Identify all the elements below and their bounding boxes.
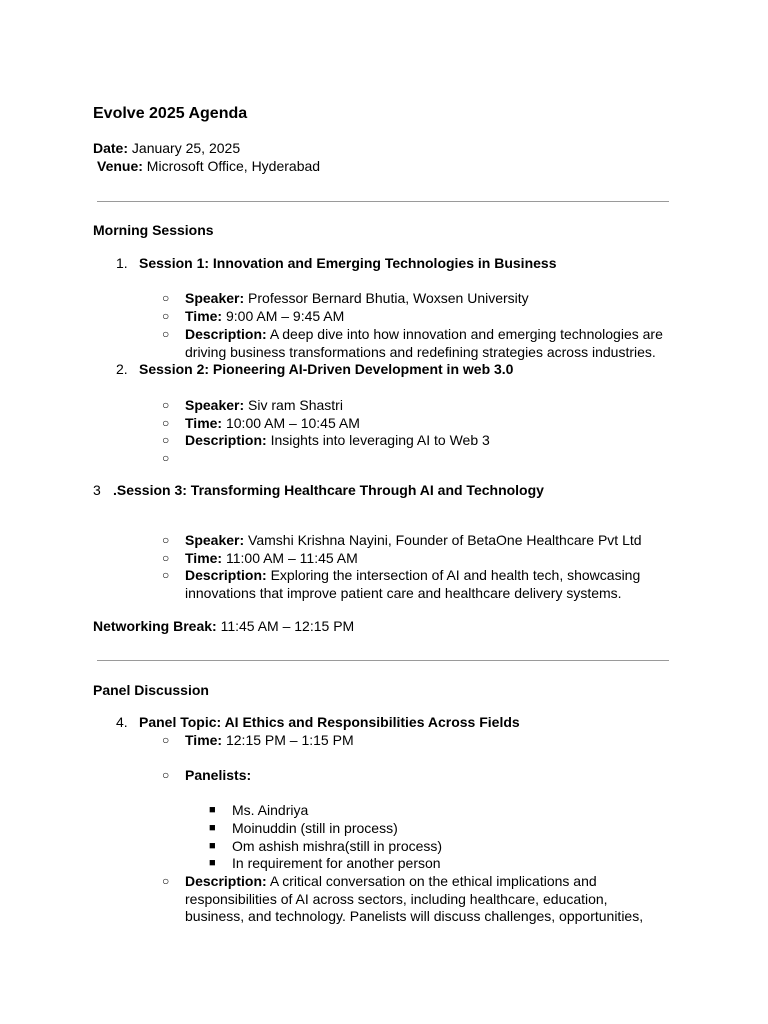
list-number: 4.	[116, 714, 128, 730]
panel-topic: Panel Topic: AI Ethics and Responsibilities Across Fields	[139, 714, 520, 730]
bullet-icon: ○	[162, 327, 170, 341]
session-speaker: Speaker: Siv ram Shastri	[185, 397, 343, 413]
list-number: 2.	[116, 361, 128, 377]
square-bullet-icon: ■	[209, 857, 216, 869]
session-title: Session 1: Innovation and Emerging Technologies in Business	[139, 255, 557, 271]
bullet-icon: ○	[162, 551, 170, 565]
panelist-item: Moinuddin (still in process)	[232, 820, 398, 836]
date-line	[93, 139, 240, 157]
session-speaker: Speaker: Vamshi Krishna Nayini, Founder of BetaOne Healthcare Pvt Ltd	[185, 532, 642, 548]
list-number: 1.	[116, 255, 128, 271]
square-bullet-icon: ■	[209, 822, 216, 834]
bullet-icon: ○	[162, 733, 170, 747]
session-title: .Session 3: Transforming Healthcare Through AI and Technology	[113, 482, 544, 498]
session-time: Time: 11:00 AM – 11:45 AM	[185, 550, 358, 566]
bullet-icon: ○	[162, 768, 170, 782]
session-time: Time: 10:00 AM – 10:45 AM	[185, 415, 360, 431]
date-value: January 25, 2025	[131, 140, 241, 156]
section-heading-panel: Panel Discussion	[93, 682, 209, 698]
document-title: Evolve 2025 Agenda	[93, 105, 248, 122]
divider	[97, 660, 669, 661]
session-description-continued: innovations that improve patient care and healthcare delivery systems.	[185, 585, 622, 601]
bullet-icon: ○	[162, 568, 170, 582]
bullet-icon: ○	[162, 291, 170, 305]
bullet-icon: ○	[162, 309, 170, 323]
date-label: Date:	[93, 140, 129, 156]
session-description: Description: Insights into leveraging AI to Web 3	[185, 432, 490, 448]
panelists-label: Panelists:	[185, 767, 252, 783]
panel-description-continued: business, and technology. Panelists will discuss challenges, opportunities,	[185, 908, 644, 924]
panel-description-continued: responsibilities of AI across sectors, including healthcare, education,	[185, 891, 608, 907]
divider	[97, 201, 669, 202]
panel-description: Description: A critical conversation on the ethical implications and	[185, 873, 597, 889]
bullet-icon: ○	[162, 433, 170, 447]
networking-break: Networking Break: 11:45 AM – 12:15 PM	[93, 618, 355, 634]
panelist-item: Om ashish mishra(still in process)	[232, 838, 443, 854]
section-heading-morning: Morning Sessions	[93, 222, 214, 238]
bullet-icon: ○	[162, 533, 170, 547]
bullet-icon-empty-item: ○	[162, 451, 170, 465]
panelist-item: In requirement for another person	[232, 855, 441, 871]
bullet-icon: ○	[162, 416, 170, 430]
panelist-item: Ms. Aindriya	[232, 802, 309, 818]
venue-value: Microsoft Office, Hyderabad	[146, 158, 321, 174]
session-title: Session 2: Pioneering AI-Driven Development in web 3.0	[139, 361, 514, 377]
session-time: Time: 9:00 AM – 9:45 AM	[185, 308, 345, 324]
bullet-icon: ○	[162, 398, 170, 412]
list-number: 3	[93, 482, 101, 498]
session-description: Description: Exploring the intersection of AI and health tech, showcasing	[185, 567, 641, 583]
square-bullet-icon: ■	[209, 804, 216, 816]
square-bullet-icon: ■	[209, 840, 216, 852]
bullet-icon: ○	[162, 874, 170, 888]
venue-line	[97, 157, 320, 175]
session-description-continued: driving business transformations and redefining strategies across industries.	[185, 344, 656, 360]
session-speaker: Speaker: Professor Bernard Bhutia, Woxsen University	[185, 290, 529, 306]
venue-label: Venue:	[97, 158, 143, 174]
session-description: Description: A deep dive into how innovation and emerging technologies are	[185, 326, 663, 342]
panel-time: Time: 12:15 PM – 1:15 PM	[185, 732, 354, 748]
